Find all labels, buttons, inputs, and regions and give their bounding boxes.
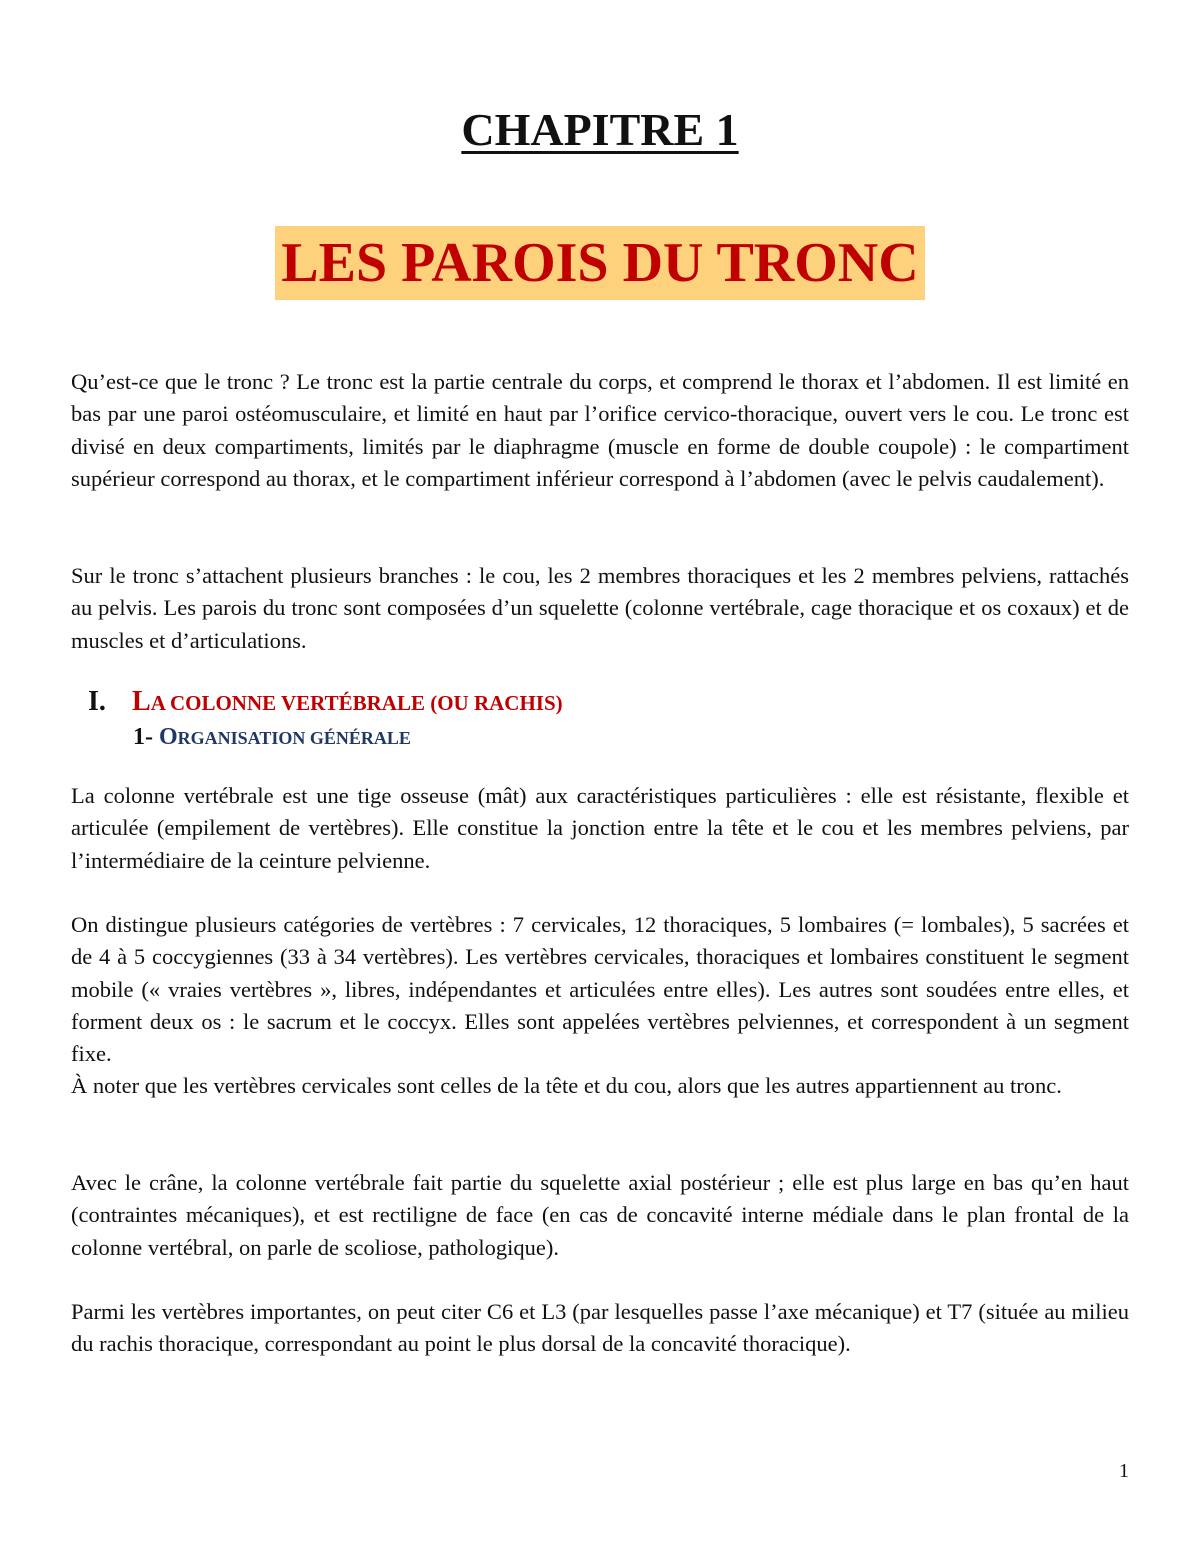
subsection-number: 1- xyxy=(133,724,153,750)
organisation-paragraph-1: La colonne vertébrale est une tige osseuse (mât) aux caractéristiques particulières : elle est résistante, flexible et articulée (empilement de vertèbres). Elle constitue la jonction entre la tête et le cou et les membres pelviens, par l’intermédiaire de la ceinture pelvienne. xyxy=(71,783,1129,873)
section-title-rest: A COLONNE VERTÉBRALE (OU RACHIS) xyxy=(150,691,563,715)
section-heading xyxy=(88,684,563,721)
chapter-label: CHAPITRE 1 xyxy=(461,104,739,155)
organisation-paragraph-2b: À noter que les vertèbres cervicales sont celles de la tête et du cou, alors que les autres appartiennent au tronc. xyxy=(71,1073,1062,1099)
subsection-heading xyxy=(133,720,411,755)
chapter-heading xyxy=(0,102,1200,158)
section-number: I. xyxy=(88,686,106,717)
intro-paragraph-1: Qu’est-ce que le tronc ? Le tronc est la partie centrale du corps, et comprend le thorax et l’abdomen. Il est limité en bas par une paroi ostéomusculaire, et limité en haut par l’orifice cervico-thoracique, ouvert vers le cou. Le tronc est divisé en deux compartiments, limités par le diaphragme (muscle en forme de double coupole) : le compartiment supérieur correspond au thorax, et le compartiment inférieur correspond à l’abdomen (avec le pelvis caudalement). xyxy=(71,369,1129,491)
intro-paragraph-2: Sur le tronc s’attachent plusieurs branches : le cou, les 2 membres thoraciques et les 2 membres pelviens, rattachés au pelvis. Les parois du tronc sont composées d’un squelette (colonne vertébrale, cage thoracique et os coxaux) et de muscles et d’articulations. xyxy=(71,563,1129,653)
page-number: 1 xyxy=(1119,1460,1129,1482)
organisation-paragraph-2a: On distingue plusieurs catégories de vertèbres : 7 cervicales, 12 thoraciques, 5 lombaires (= lombales), 5 sacrées et de 4 à 5 coccygiennes (33 à 34 vertèbres). Les vertèbres cervicales, thoraciques et lombaires constituent le segment mobile (« vraies vertèbres », libres, indépendantes et articulées entre elles). Les autres sont soudées entre elles, et forment deux os : le sacrum et le coccyx. Elles sont appelées vertèbres pelviennes, et correspondent à un segment fixe. xyxy=(71,912,1129,1067)
organisation-paragraph-3: Avec le crâne, la colonne vertébrale fait partie du squelette axial postérieur ; elle est plus large en bas qu’en haut (contraintes mécaniques), et est rectiligne de face (en cas de concavité interne médiale dans le plan frontal de la colonne vertébral, on parle de scoliose, pathologique). xyxy=(71,1170,1129,1260)
section-initial: L xyxy=(132,686,151,717)
subsection-initial: O xyxy=(159,724,178,750)
organisation-paragraph-4: Parmi les vertèbres importantes, on peut citer C6 et L3 (par lesquelles passe l’axe mécanique) et T7 (située au milieu du rachis thoracique, correspondant au point le plus dorsal de la concavité thoracique). xyxy=(71,1299,1129,1357)
page-title xyxy=(0,226,1200,311)
subsection-title-rest: RGANISATION GÉNÉRALE xyxy=(177,728,411,748)
organisation-paragraph-2 xyxy=(71,909,1129,1103)
page-title-highlight: LES PAROIS DU TRONC xyxy=(275,226,924,300)
